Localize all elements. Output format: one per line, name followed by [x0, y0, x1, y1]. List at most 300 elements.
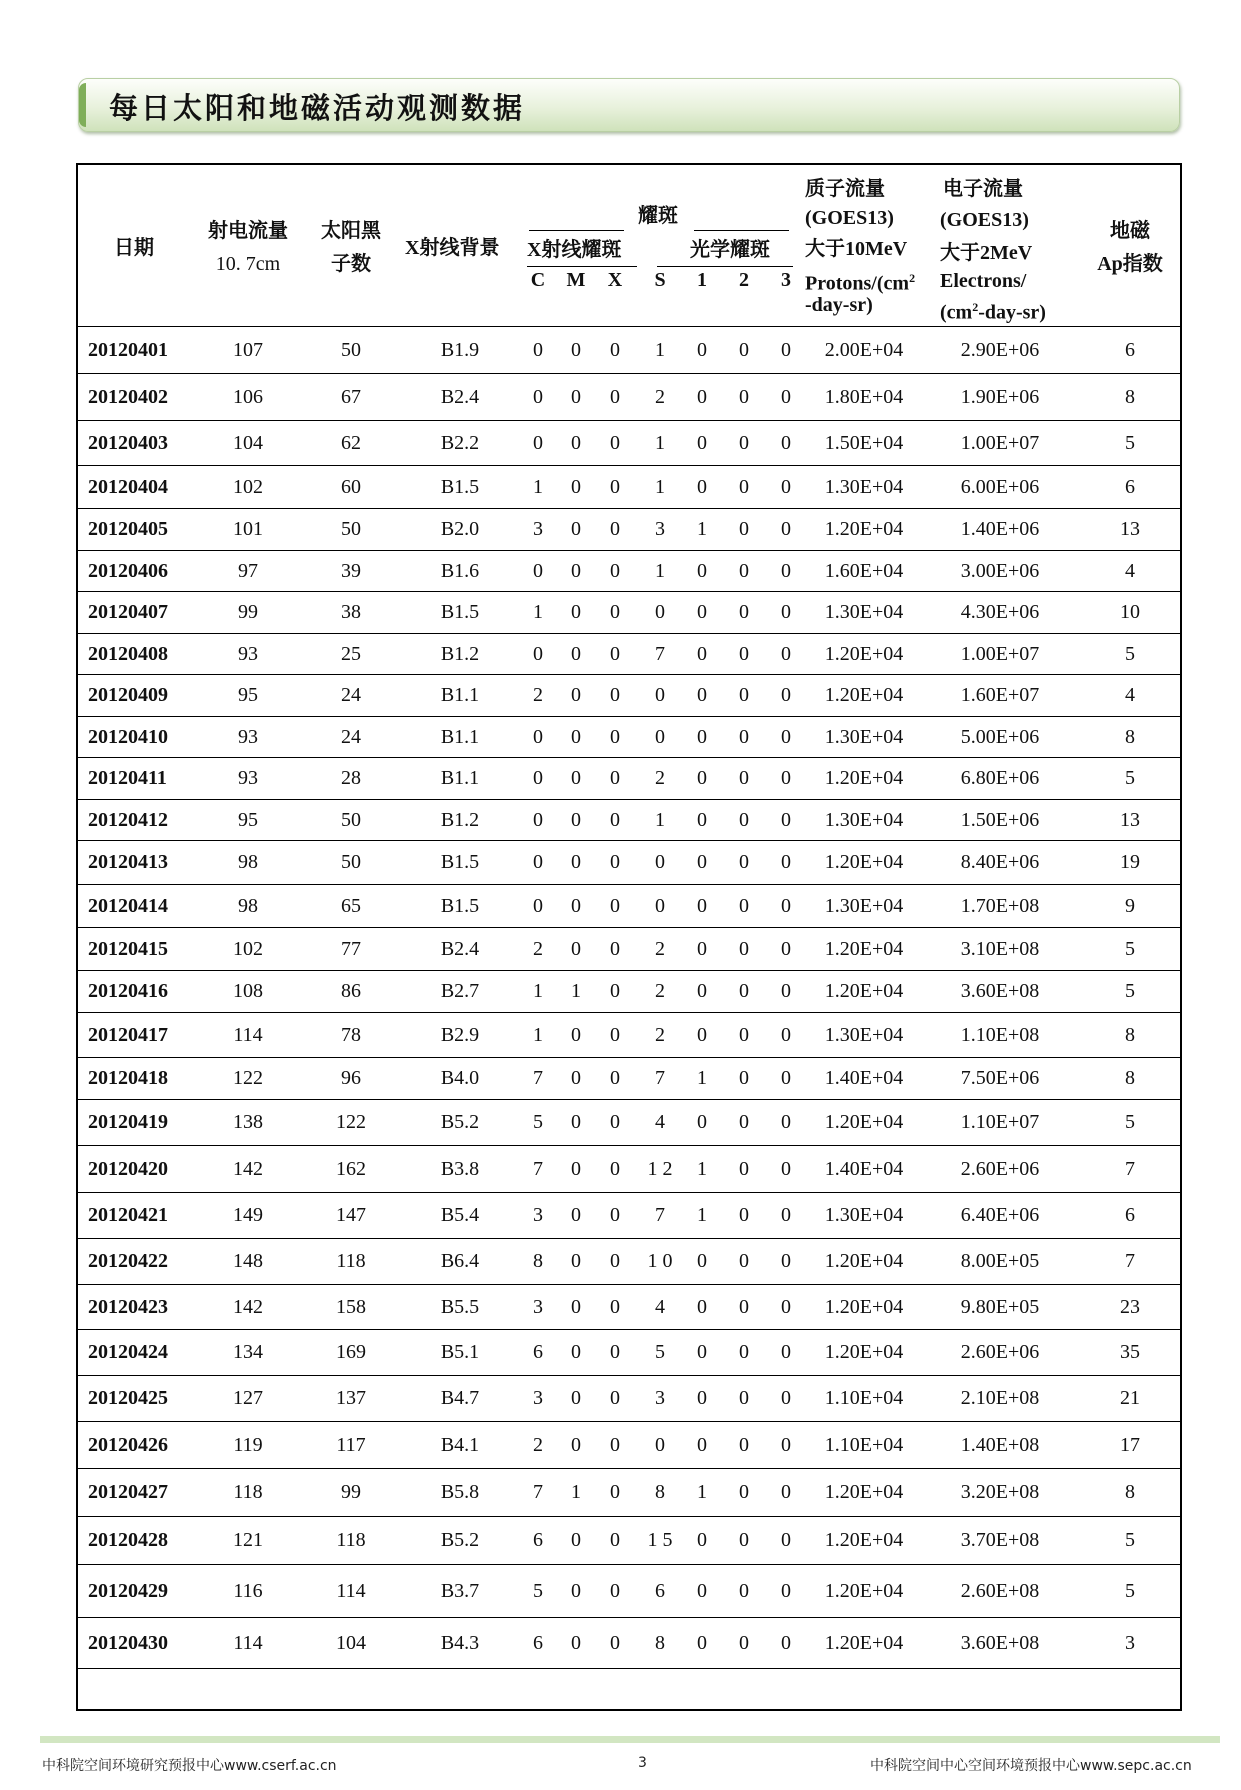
cell-m: 0 — [571, 475, 581, 498]
row-divider — [78, 550, 1180, 551]
cell-o1: 0 — [697, 1023, 707, 1046]
cell-ap: 8 — [1125, 1067, 1135, 1089]
title-banner — [78, 78, 1180, 132]
cell-s: 0 — [655, 725, 665, 748]
cell-x: 0 — [610, 1204, 620, 1226]
cell-x: 0 — [610, 980, 620, 1002]
cell-o3: 0 — [781, 937, 791, 960]
cell-date: 20120424 — [88, 1341, 168, 1363]
cell-m: 0 — [571, 808, 581, 831]
cell-o2: 0 — [739, 559, 749, 582]
cell-s: 6 — [655, 1579, 665, 1602]
header-sub-c: C — [530, 269, 546, 291]
header-sub-2: 2 — [739, 269, 749, 291]
cell-ssn: 38 — [341, 601, 361, 623]
cell-x: 0 — [610, 937, 620, 960]
row-divider — [78, 757, 1180, 758]
cell-flux: 93 — [238, 725, 258, 748]
cell-x: 0 — [610, 684, 620, 706]
cell-date: 20120429 — [88, 1579, 168, 1602]
cell-c: 0 — [533, 725, 543, 748]
cell-ssn: 50 — [341, 851, 361, 873]
flare-group-rule-left — [529, 230, 624, 231]
cell-m: 1 — [571, 1481, 581, 1503]
cell-flux: 148 — [233, 1250, 263, 1272]
header-proton-line3: 大于10MeV — [805, 238, 908, 260]
cell-ap: 13 — [1120, 518, 1140, 540]
cell-o1: 0 — [697, 1579, 707, 1602]
cell-x: 0 — [610, 1529, 620, 1551]
cell-c: 6 — [533, 1529, 543, 1551]
cell-s: 5 — [655, 1341, 665, 1363]
cell-ap: 5 — [1125, 980, 1135, 1002]
cell-flux: 127 — [233, 1387, 263, 1409]
cell-m: 0 — [571, 559, 581, 582]
cell-o1: 1 — [697, 1204, 707, 1226]
cell-o3: 0 — [781, 1529, 791, 1551]
row-divider — [78, 1617, 1180, 1618]
cell-flux: 104 — [233, 431, 263, 454]
cell-o1: 1 — [697, 1481, 707, 1503]
cell-flux: 98 — [238, 851, 258, 873]
cell-o1: 0 — [697, 767, 707, 789]
cell-m: 0 — [571, 725, 581, 748]
cell-x: 0 — [610, 1341, 620, 1363]
cell-c: 1 — [533, 601, 543, 623]
cell-o1: 0 — [697, 559, 707, 582]
cell-o1: 0 — [697, 1433, 707, 1456]
cell-proton: 1.60E+04 — [824, 559, 904, 582]
cell-electron: 7.50E+06 — [960, 1067, 1040, 1089]
cell-m: 0 — [571, 1579, 581, 1602]
cell-ap: 5 — [1125, 767, 1135, 789]
cell-o3: 0 — [781, 894, 791, 917]
cell-bg: B1.5 — [440, 894, 480, 917]
cell-o3: 0 — [781, 431, 791, 454]
cell-m: 0 — [571, 601, 581, 623]
row-divider — [78, 1421, 1180, 1422]
cell-ap: 5 — [1125, 1529, 1135, 1551]
cell-m: 0 — [571, 767, 581, 789]
cell-ap: 8 — [1125, 725, 1135, 748]
cell-c: 0 — [533, 431, 543, 454]
cell-date: 20120415 — [88, 937, 168, 960]
cell-ssn: 77 — [341, 937, 361, 960]
cell-o3: 0 — [781, 684, 791, 706]
cell-o1: 0 — [697, 980, 707, 1002]
cell-electron: 1.00E+07 — [960, 431, 1040, 454]
page-number: 3 — [638, 1755, 647, 1771]
cell-electron: 1.00E+07 — [960, 642, 1040, 665]
cell-o3: 0 — [781, 767, 791, 789]
cell-o2: 0 — [739, 601, 749, 623]
cell-o3: 0 — [781, 559, 791, 582]
cell-bg: B1.5 — [440, 851, 480, 873]
cell-s: 1 — [655, 559, 665, 582]
cell-x: 0 — [610, 851, 620, 873]
cell-proton: 1.40E+04 — [824, 1067, 904, 1089]
cell-proton: 1.20E+04 — [824, 1631, 904, 1654]
cell-s: 3 — [655, 518, 665, 540]
header-xray-background: X射线背景 — [405, 237, 500, 259]
cell-ssn: 50 — [341, 338, 361, 361]
cell-ssn: 24 — [341, 684, 361, 706]
cell-electron: 1.90E+06 — [960, 385, 1040, 408]
cell-date: 20120416 — [88, 980, 168, 1002]
cell-bg: B1.1 — [440, 684, 480, 706]
cell-x: 0 — [610, 1579, 620, 1602]
cell-proton: 1.30E+04 — [824, 808, 904, 831]
cell-c: 5 — [533, 1579, 543, 1602]
cell-bg: B2.2 — [440, 431, 480, 454]
cell-x: 0 — [610, 1387, 620, 1409]
cell-o3: 0 — [781, 385, 791, 408]
cell-bg: B5.1 — [440, 1341, 480, 1363]
cell-proton: 1.30E+04 — [824, 894, 904, 917]
cell-x: 0 — [610, 1631, 620, 1654]
row-divider — [78, 799, 1180, 800]
cell-flux: 118 — [233, 1481, 263, 1503]
cell-bg: B6.4 — [440, 1250, 480, 1272]
cell-electron: 1.40E+08 — [960, 1433, 1040, 1456]
cell-o1: 0 — [697, 642, 707, 665]
cell-s: 1 — [655, 338, 665, 361]
header-flare-group: 耀斑 — [638, 205, 678, 227]
cell-m: 0 — [571, 1157, 581, 1180]
header-flux-line1: 射电流量 — [208, 220, 288, 242]
header-sub-m: M — [566, 269, 586, 291]
cell-flux: 142 — [233, 1295, 263, 1318]
cell-s: 1 — [655, 808, 665, 831]
cell-proton: 1.10E+04 — [824, 1387, 904, 1409]
cell-ssn: 162 — [336, 1157, 366, 1180]
header-electron-line5: $(cm^2-day-sr)$ — [940, 300, 1046, 324]
cell-ssn: 118 — [336, 1529, 366, 1551]
cell-o3: 0 — [781, 851, 791, 873]
cell-ssn: 147 — [336, 1204, 366, 1226]
cell-o1: 0 — [697, 1250, 707, 1272]
cell-ssn: 117 — [336, 1433, 366, 1456]
header-geomag-line1: 地磁 — [1110, 220, 1150, 242]
cell-o2: 0 — [739, 1631, 749, 1654]
cell-o2: 0 — [739, 1433, 749, 1456]
header-proton-line2: (GOES13) — [805, 207, 894, 229]
row-divider — [78, 1468, 1180, 1469]
cell-flux: 93 — [238, 767, 258, 789]
cell-m: 0 — [571, 338, 581, 361]
cell-flux: 134 — [233, 1341, 263, 1363]
cell-s: 1 — [655, 475, 665, 498]
cell-s: 2 — [655, 767, 665, 789]
row-divider — [78, 1516, 1180, 1517]
cell-date: 20120404 — [88, 475, 168, 498]
cell-bg: B3.7 — [440, 1579, 480, 1602]
cell-o2: 0 — [739, 518, 749, 540]
cell-s: 1 0 — [647, 1250, 673, 1272]
cell-o3: 0 — [781, 725, 791, 748]
cell-c: 8 — [533, 1250, 543, 1272]
cell-proton: 1.30E+04 — [824, 475, 904, 498]
cell-bg: B1.5 — [440, 475, 480, 498]
cell-flux: 114 — [233, 1631, 263, 1654]
cell-o1: 0 — [697, 808, 707, 831]
row-divider — [78, 633, 1180, 634]
cell-date: 20120425 — [88, 1387, 168, 1409]
cell-o2: 0 — [739, 1157, 749, 1180]
cell-m: 0 — [571, 431, 581, 454]
cell-proton: 1.20E+04 — [824, 937, 904, 960]
cell-c: 0 — [533, 642, 543, 665]
cell-date: 20120430 — [88, 1631, 168, 1654]
cell-flux: 102 — [233, 937, 263, 960]
cell-electron: 3.70E+08 — [960, 1529, 1040, 1551]
cell-proton: 1.20E+04 — [824, 1111, 904, 1133]
header-geomag-line2: Ap指数 — [1097, 253, 1163, 275]
cell-o3: 0 — [781, 601, 791, 623]
cell-electron: 2.60E+06 — [960, 1157, 1040, 1180]
cell-o2: 0 — [739, 1481, 749, 1503]
cell-m: 0 — [571, 1067, 581, 1089]
cell-ssn: 86 — [341, 980, 361, 1002]
cell-s: 4 — [655, 1295, 665, 1318]
cell-c: 0 — [533, 851, 543, 873]
cell-ssn: 39 — [341, 559, 361, 582]
cell-o2: 0 — [739, 1387, 749, 1409]
cell-ssn: 50 — [341, 808, 361, 831]
cell-o1: 0 — [697, 601, 707, 623]
cell-proton: 1.30E+04 — [824, 1204, 904, 1226]
cell-o2: 0 — [739, 894, 749, 917]
row-divider — [78, 1099, 1180, 1100]
header-proton-line5: -day-sr) — [805, 294, 873, 316]
cell-ssn: 104 — [336, 1631, 366, 1654]
cell-proton: 1.10E+04 — [824, 1433, 904, 1456]
cell-o1: 0 — [697, 1387, 707, 1409]
cell-ap: 7 — [1125, 1157, 1135, 1180]
cell-o2: 0 — [739, 1295, 749, 1318]
row-divider — [78, 716, 1180, 717]
cell-proton: 1.30E+04 — [824, 601, 904, 623]
cell-electron: 6.00E+06 — [960, 475, 1040, 498]
cell-m: 0 — [571, 937, 581, 960]
row-divider — [78, 840, 1180, 841]
cell-c: 1 — [533, 475, 543, 498]
header-sub-x: X — [607, 269, 623, 291]
cell-c: 5 — [533, 1111, 543, 1133]
cell-ap: 23 — [1120, 1295, 1140, 1318]
row-divider — [78, 1238, 1180, 1239]
header-sunspot-line2: 子数 — [331, 253, 371, 275]
row-divider — [78, 884, 1180, 885]
cell-o2: 0 — [739, 338, 749, 361]
cell-ssn: 60 — [341, 475, 361, 498]
cell-o1: 0 — [697, 1341, 707, 1363]
cell-date: 20120406 — [88, 559, 168, 582]
cell-c: 2 — [533, 1433, 543, 1456]
cell-flux: 102 — [233, 475, 263, 498]
cell-electron: 1.50E+06 — [960, 808, 1040, 831]
row-divider — [78, 1284, 1180, 1285]
cell-proton: 1.20E+04 — [824, 851, 904, 873]
cell-electron: 3.00E+06 — [960, 559, 1040, 582]
cell-proton: 1.20E+04 — [824, 1481, 904, 1503]
cell-ap: 4 — [1125, 684, 1135, 706]
cell-m: 0 — [571, 1529, 581, 1551]
header-sub-1: 1 — [697, 269, 707, 291]
header-electron-line1: 电子流量 — [943, 178, 1023, 200]
header-sub-3: 3 — [781, 269, 791, 291]
cell-proton: 1.50E+04 — [824, 431, 904, 454]
cell-o1: 0 — [697, 725, 707, 748]
cell-flux: 108 — [233, 980, 263, 1002]
cell-o2: 0 — [739, 1067, 749, 1089]
cell-electron: 4.30E+06 — [960, 601, 1040, 623]
cell-o2: 0 — [739, 980, 749, 1002]
cell-ssn: 99 — [341, 1481, 361, 1503]
cell-electron: 1.60E+07 — [960, 684, 1040, 706]
cell-electron: 3.60E+08 — [960, 1631, 1040, 1654]
cell-x: 0 — [610, 1157, 620, 1180]
cell-c: 7 — [533, 1067, 543, 1089]
cell-x: 0 — [610, 1481, 620, 1503]
cell-s: 2 — [655, 937, 665, 960]
cell-ssn: 28 — [341, 767, 361, 789]
cell-o2: 0 — [739, 725, 749, 748]
cell-bg: B2.9 — [440, 1023, 480, 1046]
cell-o3: 0 — [781, 475, 791, 498]
cell-o3: 0 — [781, 1111, 791, 1133]
cell-c: 0 — [533, 338, 543, 361]
cell-s: 0 — [655, 1433, 665, 1456]
cell-date: 20120428 — [88, 1529, 168, 1551]
row-divider — [78, 326, 1180, 327]
title-accent-bar — [79, 83, 86, 127]
cell-s: 2 — [655, 980, 665, 1002]
cell-o1: 0 — [697, 1529, 707, 1551]
cell-ssn: 96 — [341, 1067, 361, 1089]
cell-date: 20120413 — [88, 851, 168, 873]
cell-c: 2 — [533, 937, 543, 960]
cell-ap: 5 — [1125, 431, 1135, 454]
cell-o3: 0 — [781, 518, 791, 540]
cell-s: 1 5 — [647, 1529, 673, 1551]
cell-bg: B4.0 — [440, 1067, 480, 1089]
cell-m: 0 — [571, 1111, 581, 1133]
cell-electron: 1.10E+07 — [960, 1111, 1040, 1133]
cell-ssn: 169 — [336, 1341, 366, 1363]
cell-bg: B1.1 — [440, 725, 480, 748]
cell-ap: 8 — [1125, 1481, 1135, 1503]
cell-electron: 2.10E+08 — [960, 1387, 1040, 1409]
cell-o1: 0 — [697, 894, 707, 917]
cell-c: 7 — [533, 1157, 543, 1180]
cell-electron: 3.10E+08 — [960, 937, 1040, 960]
cell-c: 3 — [533, 1295, 543, 1318]
cell-o3: 0 — [781, 1204, 791, 1226]
cell-x: 0 — [610, 601, 620, 623]
cell-ssn: 137 — [336, 1387, 366, 1409]
cell-ap: 9 — [1125, 894, 1135, 917]
header-optical-flare: 光学耀斑 — [690, 239, 770, 261]
cell-o1: 1 — [697, 1067, 707, 1089]
cell-s: 7 — [655, 642, 665, 665]
cell-s: 0 — [655, 684, 665, 706]
cell-m: 0 — [571, 1631, 581, 1654]
cell-o1: 0 — [697, 937, 707, 960]
cell-c: 7 — [533, 1481, 543, 1503]
cell-s: 4 — [655, 1111, 665, 1133]
cell-o3: 0 — [781, 1250, 791, 1272]
cell-electron: 2.90E+06 — [960, 338, 1040, 361]
cell-ap: 10 — [1120, 601, 1140, 623]
cell-s: 0 — [655, 851, 665, 873]
cell-ap: 6 — [1125, 475, 1135, 498]
cell-ssn: 65 — [341, 894, 361, 917]
cell-o2: 0 — [739, 642, 749, 665]
cell-proton: 1.20E+04 — [824, 684, 904, 706]
cell-ap: 6 — [1125, 1204, 1135, 1226]
cell-ap: 5 — [1125, 1579, 1135, 1602]
row-divider — [78, 420, 1180, 421]
cell-flux: 121 — [233, 1529, 263, 1551]
cell-electron: 8.00E+05 — [960, 1250, 1040, 1272]
header-sub-s: S — [654, 269, 666, 291]
cell-o1: 0 — [697, 385, 707, 408]
cell-proton: 1.20E+04 — [824, 1295, 904, 1318]
cell-date: 20120408 — [88, 642, 168, 665]
cell-ap: 13 — [1120, 808, 1140, 831]
cell-flux: 107 — [233, 338, 263, 361]
cell-c: 0 — [533, 894, 543, 917]
cell-c: 0 — [533, 808, 543, 831]
cell-o3: 0 — [781, 1067, 791, 1089]
cell-c: 0 — [533, 385, 543, 408]
cell-electron: 6.40E+06 — [960, 1204, 1040, 1226]
row-divider — [78, 1012, 1180, 1013]
header-proton-line4: Protons/($cm^2$ — [805, 271, 916, 295]
cell-c: 3 — [533, 1204, 543, 1226]
cell-m: 0 — [571, 851, 581, 873]
cell-o1: 0 — [697, 1111, 707, 1133]
cell-ssn: 67 — [341, 385, 361, 408]
cell-date: 20120421 — [88, 1204, 168, 1226]
cell-x: 0 — [610, 1067, 620, 1089]
cell-ap: 4 — [1125, 559, 1135, 582]
cell-ap: 19 — [1120, 851, 1140, 873]
header-xray-flare: X射线耀斑 — [527, 239, 622, 261]
row-divider — [78, 373, 1180, 374]
footer-left-credit: 中科院空间环境研究预报中心www.cserf.ac.cn — [42, 1758, 337, 1774]
cell-c: 3 — [533, 518, 543, 540]
cell-s: 1 2 — [647, 1157, 673, 1180]
cell-x: 0 — [610, 431, 620, 454]
cell-proton: 1.20E+04 — [824, 1579, 904, 1602]
cell-proton: 2.00E+04 — [824, 338, 904, 361]
cell-ap: 35 — [1120, 1341, 1140, 1363]
cell-date: 20120412 — [88, 808, 168, 831]
cell-o1: 0 — [697, 684, 707, 706]
cell-s: 7 — [655, 1067, 665, 1089]
cell-flux: 138 — [233, 1111, 263, 1133]
cell-flux: 149 — [233, 1204, 263, 1226]
cell-ap: 8 — [1125, 385, 1135, 408]
cell-o3: 0 — [781, 1631, 791, 1654]
row-divider — [78, 1564, 1180, 1565]
cell-c: 6 — [533, 1341, 543, 1363]
cell-o2: 0 — [739, 1111, 749, 1133]
cell-ssn: 118 — [336, 1250, 366, 1272]
cell-bg: B2.4 — [440, 937, 480, 960]
